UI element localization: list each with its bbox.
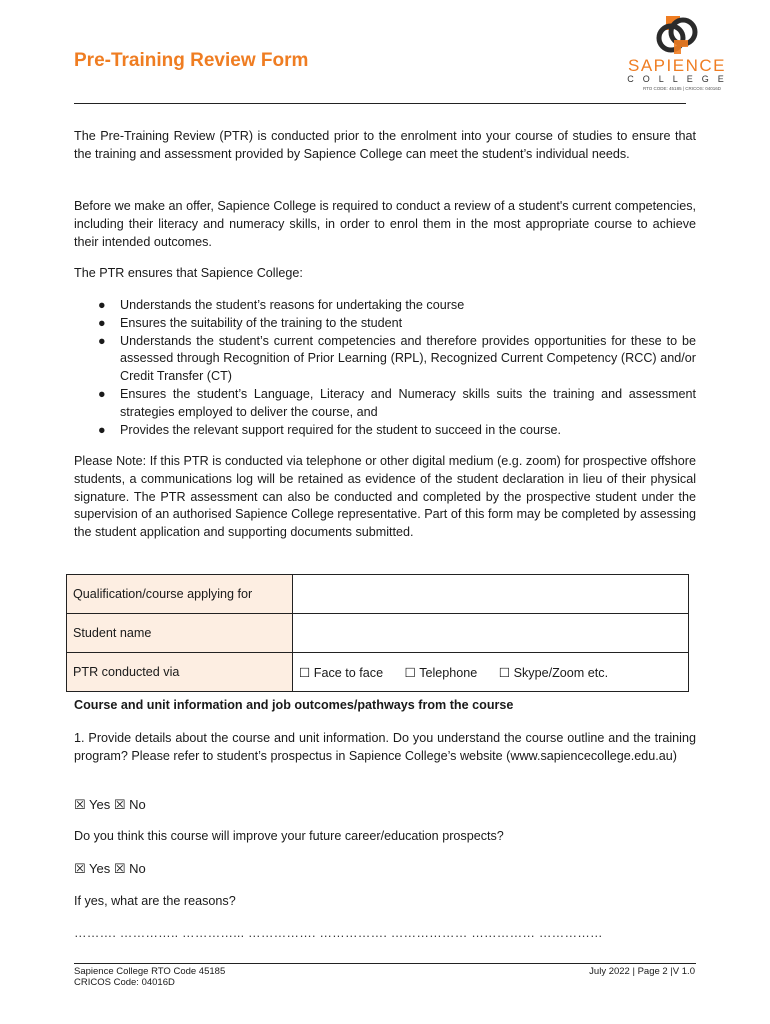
yes-label: Yes [89, 797, 111, 812]
no-label: No [129, 861, 146, 876]
intro-paragraph-1: The Pre-Training Review (PTR) is conducted prior to the enrolment into your course of studies to ensure that the training and assessment provided by Sapience College can meet the student’s individual needs. [74, 129, 696, 161]
please-note-paragraph: Please Note: If this PTR is conducted via telephone or other digital medium (e.g. zoom) for prospective offshore students, a communications log will be retained as evidence of the student declaration in lieu of their physical signature. The PTR assessment can also be conducted and completed by the prospective student under the supervision of an authorised Sapience College representative. Part of this form may be completed by assessing the student application and supporting documents submitted. [74, 454, 696, 540]
checkbox-icon[interactable]: ☐ [498, 665, 511, 680]
checked-box-icon[interactable]: ☒ [74, 797, 86, 812]
bullet-icon: ● [98, 386, 106, 401]
yes-no-answer-1 [74, 797, 146, 813]
checked-box-icon[interactable]: ☒ [74, 861, 86, 876]
sapience-logo-mark-icon [652, 10, 702, 54]
checkbox-icon[interactable]: ☐ [299, 665, 311, 680]
form-title: Pre-Training Review Form [74, 50, 309, 71]
option-face-to-face[interactable]: ☐ Face to face [299, 665, 384, 680]
list-item: ● Ensures the suitability of the training to the student [74, 315, 696, 333]
logo-tagline: RTO CODE: 45185 | CRICOS: 04016D [642, 86, 722, 91]
bullet-icon: ● [98, 422, 106, 437]
list-item: ● Understands the student’s current competencies and therefore provides opportunities for these to be assessed through Recognition of Prior Learning (RPL), Recognized Current Competency (RCC) and/or Credit Transfer (CT) [98, 333, 696, 384]
table-row [67, 653, 689, 692]
ptr-details-table [66, 574, 689, 692]
sapience-college-logo [612, 10, 742, 94]
footer-cricos-code: CRICOS Code: 04016D [74, 977, 175, 988]
question-1: 1. Provide details about the course and unit information. Do you understand the course outline and the training program? Please refer to student’s prospectus in Sapience College’s website (www.sapiencecollege.edu.au) [74, 731, 696, 763]
student-name-field[interactable] [293, 614, 689, 653]
bullet-icon: ● [98, 333, 106, 348]
footer-left [74, 966, 225, 988]
title-divider [74, 103, 686, 104]
intro-paragraph-2: Before we make an offer, Sapience College is required to conduct a review of a student's current competencies, including their literacy and numeracy skills, in order to enrol them in the most appropriate course to achieve their intended outcomes. [74, 199, 696, 249]
qualification-label: Qualification/course applying for [67, 575, 293, 614]
footer-rto-code: Sapience College RTO Code 45185 [74, 966, 226, 977]
footer-divider [74, 963, 696, 964]
question-2: Do you think this course will improve your future career/education prospects? [74, 829, 504, 843]
footer-page-info: July 2022 | Page 2 |V 1.0 [589, 966, 695, 977]
reasons-answer-line[interactable]: ………. ………….. …………... ……………. ……………. ……………… …………… …………… [74, 926, 603, 940]
student-name-label: Student name [67, 614, 293, 653]
intro-paragraph-3: The PTR ensures that Sapience College: [74, 266, 303, 280]
yes-no-answer-2 [74, 861, 146, 877]
table-row [67, 614, 689, 653]
question-3: If yes, what are the reasons? [74, 894, 236, 908]
option-telephone[interactable]: ☐ Telephone [404, 665, 478, 680]
qualification-field[interactable] [293, 575, 689, 614]
bullet-icon: ● [98, 315, 106, 330]
ptr-ensures-list [74, 297, 696, 439]
list-item: ● Understands the student’s reasons for undertaking the course [74, 297, 696, 315]
logo-name: SAPIENCE [628, 56, 726, 75]
option-skype-zoom[interactable]: ☐ Skype/Zoom etc. [498, 665, 609, 680]
yes-label: Yes [89, 861, 111, 876]
table-row [67, 575, 689, 614]
ptr-conducted-via-options [293, 653, 689, 692]
checked-box-icon[interactable]: ☒ [113, 797, 126, 812]
no-label: No [129, 797, 146, 812]
checked-box-icon[interactable]: ☒ [113, 861, 126, 876]
list-item: ● Provides the relevant support required for the student to succeed in the course. [74, 422, 696, 440]
bullet-icon: ● [98, 298, 106, 312]
checkbox-icon[interactable]: ☐ [404, 665, 416, 680]
logo-sub: COLLEGE [627, 74, 733, 84]
ptr-conducted-via-label: PTR conducted via [67, 653, 293, 692]
list-item: ● Ensures the student’s Language, Literacy and Numeracy skills suits the training and assessment strategies employed to deliver the course, and [98, 386, 696, 419]
section-heading: Course and unit information and job outcomes/pathways from the course [74, 698, 514, 712]
